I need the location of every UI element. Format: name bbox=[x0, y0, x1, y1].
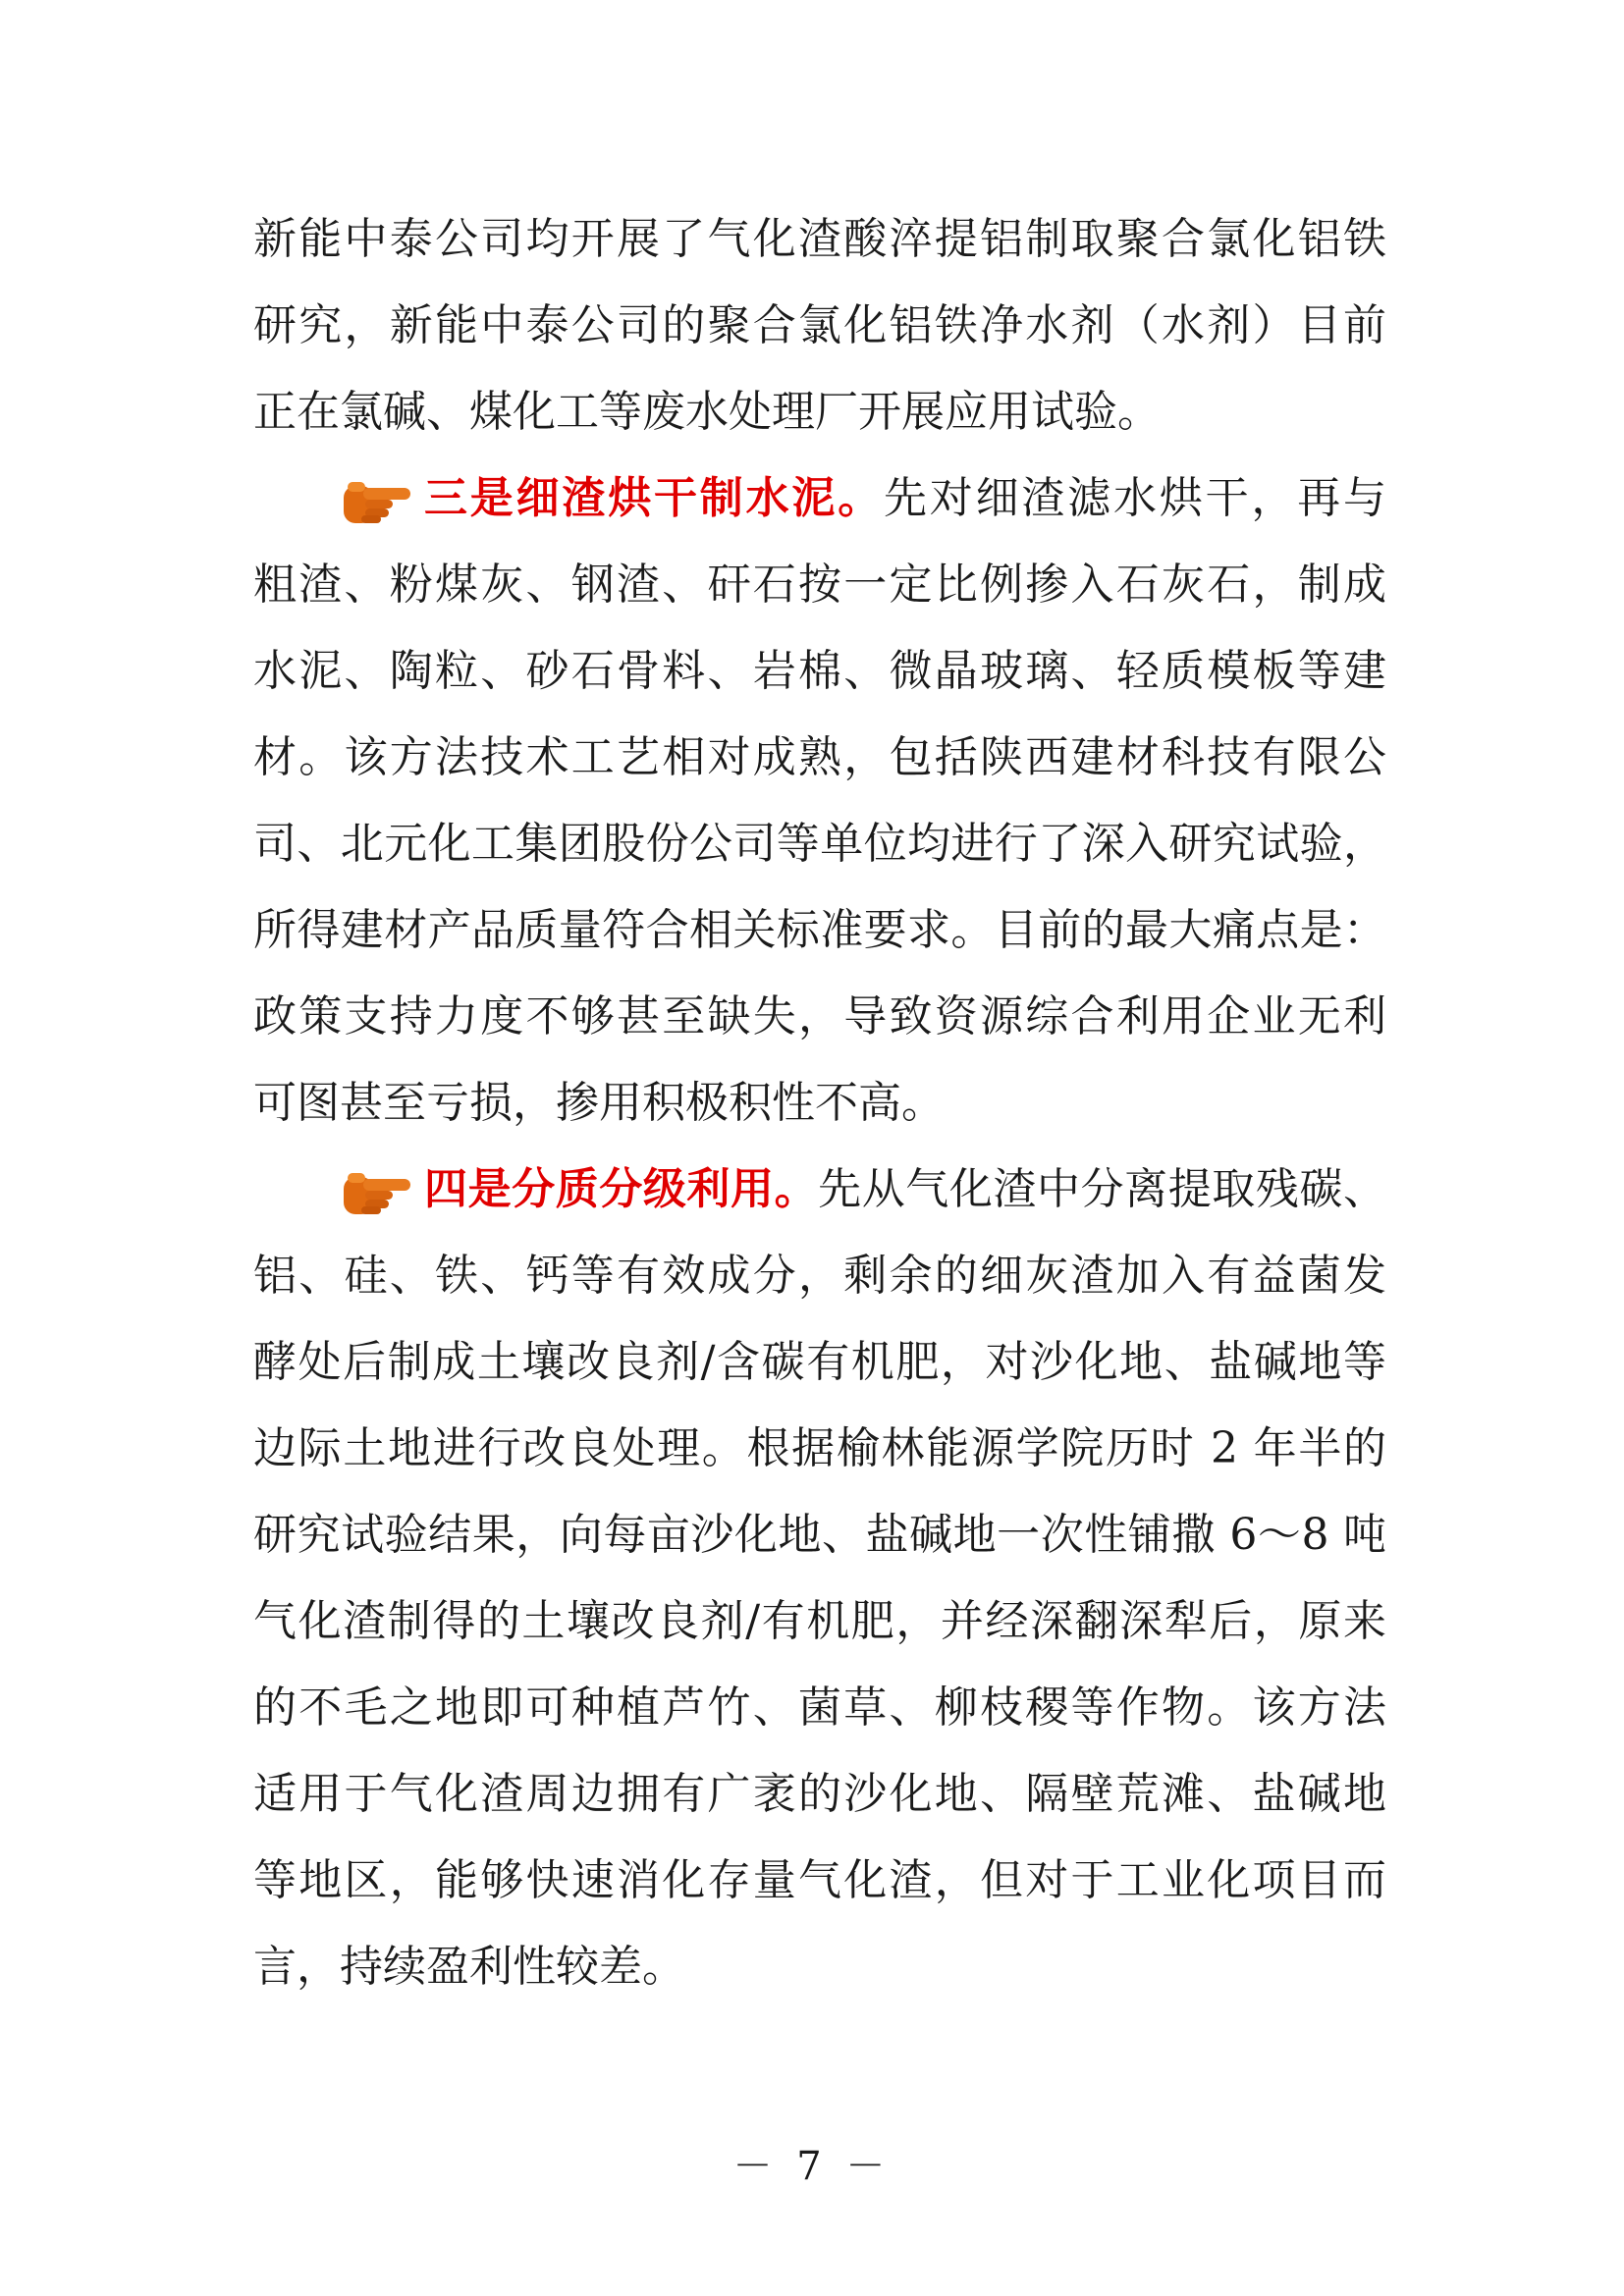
p3-first-line-rest: 先从气化渣中分离提取残碳、 bbox=[818, 1164, 1387, 1214]
p2-line-3: 水泥、陶粒、砂石骨料、岩棉、微晶玻璃、轻质模板等建 bbox=[253, 646, 1386, 696]
p3-line-10: 言，持续盈利性较差。 bbox=[253, 1942, 685, 1992]
p3-heading: 四是分质分级利用。 bbox=[424, 1164, 819, 1214]
p2-line-5: 司、北元化工集团股份公司等单位均进行了深入研究试验， bbox=[253, 819, 1386, 869]
p2-line-2: 粗渣、粉煤灰、钢渣、矸石按一定比例掺入石灰石，制成 bbox=[253, 560, 1386, 610]
p3-line-2: 铝、硅、铁、钙等有效成分，剩余的细灰渣加入有益菌发 bbox=[253, 1251, 1386, 1301]
p2-first-line bbox=[342, 455, 1386, 542]
p2-line-8: 可图甚至亏损，掺用积极积性不高。 bbox=[253, 1078, 945, 1128]
p1-line-1: 新能中泰公司均开展了气化渣酸淬提铝制取聚合氯化铝铁 bbox=[253, 214, 1386, 264]
p2-line-4: 材。该方法技术工艺相对成熟，包括陕西建材科技有限公 bbox=[253, 732, 1386, 782]
p2-heading: 三是细渣烘干制水泥。 bbox=[424, 473, 884, 523]
p3-line-4: 边际土地进行改良处理。根据榆林能源学院历时 2 年半的 bbox=[253, 1423, 1386, 1473]
p2-line-6: 所得建材产品质量符合相关标准要求。目前的最大痛点是： bbox=[253, 905, 1386, 955]
p3-line-5: 研究试验结果，向每亩沙化地、盐碱地一次性铺撒 6～8 吨 bbox=[253, 1510, 1386, 1560]
p3-line-8: 适用于气化渣周边拥有广袤的沙化地、隔壁荒滩、盐碱地 bbox=[253, 1769, 1386, 1819]
p3-line-9: 等地区，能够快速消化存量气化渣，但对于工业化项目而 bbox=[253, 1855, 1386, 1905]
p2-first-line-rest: 先对细渣滤水烘干，再与 bbox=[884, 473, 1386, 523]
p3-line-7: 的不毛之地即可种植芦竹、菌草、柳枝稷等作物。该方法 bbox=[253, 1682, 1386, 1733]
p3-line-3: 酵处后制成土壤改良剂/含碳有机肥，对沙化地、盐碱地等 bbox=[253, 1337, 1386, 1387]
p3-first-line bbox=[342, 1147, 1386, 1233]
p3-line-6: 气化渣制得的土壤改良剂/有机肥，并经深翻深犁后，原来 bbox=[253, 1596, 1386, 1646]
p1-line-3: 正在氯碱、煤化工等废水处理厂开展应用试验。 bbox=[253, 387, 1161, 437]
p2-line-7: 政策支持力度不够甚至缺失，导致资源综合利用企业无利 bbox=[253, 991, 1386, 1041]
page-number: － 7 － bbox=[732, 2144, 892, 2189]
p1-line-2: 研究，新能中泰公司的聚合氯化铝铁净水剂（水剂）目前 bbox=[253, 300, 1386, 350]
